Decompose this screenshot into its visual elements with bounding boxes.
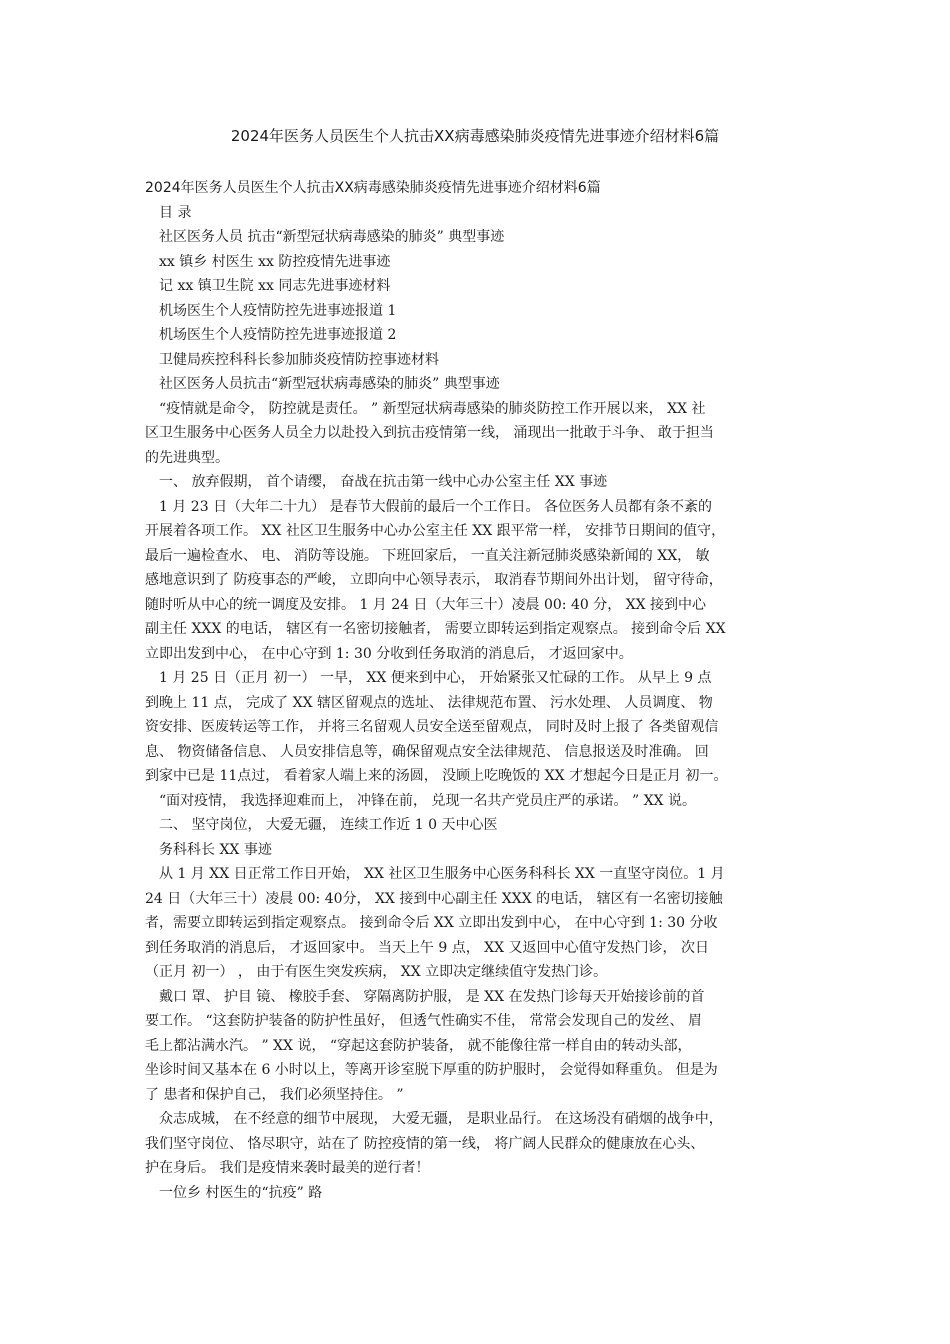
text-line: 1 月 23 日（大年二十九） 是春节大假前的最后一个工作日。 各位医务人员都有条不紊的 bbox=[145, 498, 712, 515]
text-line: 到任务取消的消息后， 才返回家中。 当天上午 9 点， XX 又返回中心值守发热门诊， 次日 bbox=[145, 939, 709, 956]
text-line: 副主任 XXX 的电话， 辖区有一名密切接触者， 需要立即转运到指定观察点。 接到命令后 XX bbox=[145, 621, 726, 637]
text-line: 我们坚守岗位、 恪尽职守，站在了 防控疫情的第一线， 将广阔人民群众的健康放在心头、 bbox=[145, 1135, 705, 1152]
text-line: 最后一遍检查水、 电、 消防等设施。 下班回家后， 一直关注新冠肺炎感染新闻的 XX， 敏 bbox=[145, 547, 710, 564]
text-line: 从 1 月 XX 日正常工作日开始， XX 社区卫生服务中心医务科科长 XX 一直坚守岗位。1 月 bbox=[145, 866, 725, 882]
document-subtitle: 2024年医务人员医生个人抗击XX病毒感染肺炎疫情先进事迹介绍材料6篇 bbox=[145, 180, 601, 196]
text-line: “疫情就是命令， 防控就是责任。 ” 新型冠状病毒感染的肺炎防控工作开展以来， XX 社 bbox=[145, 400, 706, 417]
text-line: 毛上都沾满水汽。 ” XX 说， “穿起这套防护装备， 就不能像往常一样自由的转动头部， bbox=[145, 1037, 692, 1054]
text-line: 24 日（大年三十）凌晨 00: 40分， XX 接到中心副主任 XXX 的电话， 辖区有一名密切接触 bbox=[145, 890, 723, 907]
text-line: 二、 坚守岗位， 大爱无疆， 连续工作近 1 0 天中心医 bbox=[145, 817, 498, 833]
text-line: 感地意识到了 防疫事态的严峻， 立即向中心领导表示， 取消春节期间外出计划， 留守待命， bbox=[145, 572, 723, 588]
document-body bbox=[145, 176, 810, 1205]
text-line: 机场医生个人疫情防控先进事迹报道 1 bbox=[145, 302, 397, 319]
text-line: 戴口 罩、 护目 镜、 橡胶手套、 穿隔离防护服， 是 XX 在发热门诊每天开始接诊前的首 bbox=[145, 988, 705, 1005]
text-line: 资安排、医废转运等工作， 并将三名留观人员安全送至留观点， 同时及时上报了 各类留观信 bbox=[145, 719, 719, 735]
text-line: 随时听从中心的统一调度及安排。 1 月 24 日（大年三十）凌晨 00: 40 分， XX 接到中心 bbox=[145, 596, 707, 613]
text-line: 区卫生服务中心医务人员全力以赴投入到抗击疫情第一线， 涌现出一批敢于斗争、 敢于担当 bbox=[145, 425, 714, 441]
text-line: 坐诊时间又基本在 6 小时以上，等离开诊室脱下厚重的防护服时， 会觉得如释重负。 但是为 bbox=[145, 1062, 718, 1078]
text-line: 卫健局疾控科科长参加肺炎疫情防控事迹材料 bbox=[145, 351, 439, 368]
text-line: 社区医务人员 抗击“新型冠状病毒感染的肺炎” 典型事迹 bbox=[145, 229, 505, 245]
text-line: 到家中已是 11点过， 看着家人端上来的汤圆， 没顾上吃晚饭的 XX 才想起今日是正月 初一。 bbox=[145, 768, 728, 784]
text-line: “面对疫情， 我选择迎难而上， 冲锋在前， 兑现一名共产党员庄严的承诺。 ” XX 说。 bbox=[145, 792, 696, 809]
text-line: 要工作。 “这套防护装备的防护性虽好， 但透气性确实不佳， 常常会发现自己的发丝、 眉 bbox=[145, 1013, 702, 1029]
text-line: 者，需要立即转运到指定观察点。 接到命令后 XX 立即出发到中心， 在中心守到 1: 30 分收 bbox=[145, 915, 718, 931]
text-line: 立即出发到中心， 在中心守到 1: 30 分收到任务取消的消息后， 才返回家中。 bbox=[145, 645, 633, 662]
text-line: 开展着各项工作。 XX 社区卫生服务中心办公室主任 XX 跟平常一样， 安排节日期间的值守， bbox=[145, 523, 726, 539]
text-line: 息、 物资储备信息、 人员安排信息等，确保留观点安全法律规范、 信息报送及时准确。 回 bbox=[145, 743, 709, 760]
text-line: 护在身后。 我们是疫情来袭时最美的逆行者！ bbox=[145, 1160, 430, 1176]
text-line: 目 录 bbox=[145, 204, 192, 221]
page-title: 2024年医务人员医生个人抗击XX病毒感染肺炎疫情先进事迹介绍材料6篇 bbox=[230, 127, 720, 145]
text-line: 众志成城， 在不经意的细节中展现， 大爱无疆， 是职业品行。 在这场没有硝烟的战争中， bbox=[145, 1111, 723, 1127]
text-line: 1 月 25 日（正月 初一） 一早， XX 便来到中心， 开始紧张又忙碌的工作。 从早上 9 点 bbox=[145, 670, 712, 686]
text-line: 记 xx 镇卫生院 xx 同志先进事迹材料 bbox=[145, 278, 391, 294]
text-line: 一、 放弃假期， 首个请缨， 奋战在抗击第一线中心办公室主任 XX 事迹 bbox=[145, 474, 608, 490]
text-line: 务科科长 XX 事迹 bbox=[145, 841, 272, 858]
text-line: 的先进典型。 bbox=[145, 449, 229, 466]
text-line: 到晚上 11 点， 完成了 XX 辖区留观点的选址、 法律规范布置、 污水处理、 人员调度、 物 bbox=[145, 694, 713, 711]
text-line: 机场医生个人疫情防控先进事迹报道 2 bbox=[145, 327, 397, 343]
text-line: 一位乡 村医生的“抗疫” 路 bbox=[145, 1184, 323, 1201]
text-line: 社区医务人员抗击“新型冠状病毒感染的肺炎” 典型事迹 bbox=[145, 376, 500, 392]
text-line: （正月 初一） ， 由于有医生突发疾病， XX 立即决定继续值守发热门诊。 bbox=[145, 964, 608, 980]
text-line: 了 患者和保护自己， 我们必须坚持住。 ” bbox=[145, 1086, 404, 1103]
text-line: xx 镇乡 村医生 xx 防控疫情先进事迹 bbox=[145, 253, 391, 270]
